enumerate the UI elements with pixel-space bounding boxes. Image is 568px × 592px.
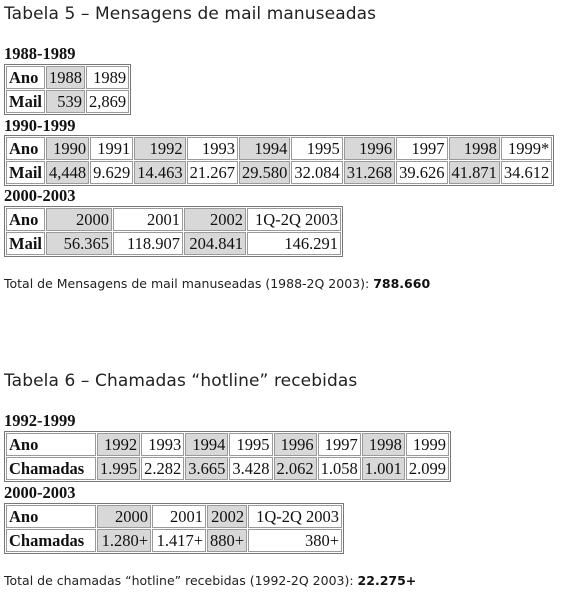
value-cell: 1.417+ [152, 529, 206, 552]
value-cell: 1.280+ [97, 529, 151, 552]
year-row [6, 433, 449, 456]
value-cell: 2,869 [86, 90, 129, 113]
value-cell: 29.580 [239, 161, 290, 184]
value-cell: 146.291 [247, 232, 341, 255]
value-row [6, 232, 341, 255]
value-cell: 14.463 [134, 161, 185, 184]
table6-1992-1999 [4, 431, 451, 482]
table5-period-1990-1999: 1990-1999 [4, 116, 76, 135]
value-row [6, 90, 129, 113]
year-cell: 1994 [185, 433, 228, 456]
value-cell: 1.058 [318, 457, 361, 480]
year-cell: 1Q-2Q 2003 [248, 505, 342, 528]
row-header-ano: Ano [6, 66, 45, 89]
value-row [6, 457, 449, 480]
table5-2000-2003 [4, 206, 343, 257]
year-row [6, 208, 341, 231]
year-cell: 1991 [90, 137, 133, 160]
year-cell: 2001 [152, 505, 206, 528]
row-header-mail: Mail [6, 232, 45, 255]
value-cell: 31.268 [344, 161, 395, 184]
value-cell: 2.282 [141, 457, 184, 480]
value-cell: 204.841 [184, 232, 246, 255]
value-cell: 34.612 [501, 161, 552, 184]
value-cell: 118.907 [113, 232, 183, 255]
value-cell: 4,448 [46, 161, 89, 184]
table6-total [4, 573, 416, 588]
table6-total-label: Total de chamadas “hotline” recebidas (1992-2Q 2003): [4, 573, 354, 588]
row-header-ano: Ano [6, 137, 45, 160]
year-cell: 1Q-2Q 2003 [247, 208, 341, 231]
table5-total [4, 276, 430, 291]
value-cell: 32.084 [291, 161, 342, 184]
value-cell: 9.629 [90, 161, 133, 184]
value-cell: 2.062 [274, 457, 317, 480]
row-header-ano: Ano [6, 208, 45, 231]
year-cell: 1996 [274, 433, 317, 456]
year-cell: 1993 [187, 137, 238, 160]
table6-caption: Tabela 6 – Chamadas “hotline” recebidas [4, 371, 358, 391]
year-cell: 1996 [344, 137, 395, 160]
year-cell: 1993 [141, 433, 184, 456]
year-cell: 1988 [46, 66, 85, 89]
value-cell: 21.267 [187, 161, 238, 184]
value-cell: 3.428 [229, 457, 272, 480]
year-cell: 1992 [97, 433, 140, 456]
year-cell: 1995 [229, 433, 272, 456]
year-cell: 1990 [46, 137, 89, 160]
year-cell: 1999 [406, 433, 449, 456]
table5-period-1988-1989: 1988-1989 [4, 44, 76, 63]
row-header-chamadas: Chamadas [6, 457, 96, 480]
row-header-mail: Mail [6, 161, 45, 184]
value-row [6, 529, 342, 552]
value-cell: 2.099 [406, 457, 449, 480]
year-cell: 1989 [86, 66, 129, 89]
value-cell: 56.365 [46, 232, 112, 255]
table5-1990-1999 [4, 135, 554, 186]
year-cell: 2002 [207, 505, 247, 528]
table5-total-label: Total de Mensagens de mail manuseadas (1988-2Q 2003): [4, 276, 370, 291]
year-cell: 2000 [97, 505, 151, 528]
value-cell: 1.995 [97, 457, 140, 480]
row-header-ano: Ano [6, 433, 96, 456]
year-cell: 1997 [318, 433, 361, 456]
value-cell: 539 [46, 90, 85, 113]
year-cell: 1999* [501, 137, 552, 160]
value-cell: 41.871 [449, 161, 500, 184]
table6-period-2000-2003: 2000-2003 [4, 483, 76, 502]
year-cell: 1998 [449, 137, 500, 160]
table6-2000-2003 [4, 503, 344, 554]
value-cell: 880+ [207, 529, 247, 552]
value-cell: 1.001 [362, 457, 405, 480]
year-cell: 1997 [396, 137, 447, 160]
year-cell: 2002 [184, 208, 246, 231]
year-cell: 1994 [239, 137, 290, 160]
row-header-chamadas: Chamadas [6, 529, 96, 552]
year-cell: 1992 [134, 137, 185, 160]
table5-caption: Tabela 5 – Mensagens de mail manuseadas [4, 4, 377, 24]
table6-total-value: 22.275+ [357, 573, 417, 588]
year-cell: 2000 [46, 208, 112, 231]
year-cell: 2001 [113, 208, 183, 231]
year-row [6, 505, 342, 528]
row-header-mail: Mail [6, 90, 45, 113]
table5-period-2000-2003: 2000-2003 [4, 186, 76, 205]
row-header-ano: Ano [6, 505, 96, 528]
value-cell: 3.665 [185, 457, 228, 480]
year-row [6, 66, 129, 89]
year-cell: 1995 [291, 137, 342, 160]
value-row [6, 161, 552, 184]
value-cell: 380+ [248, 529, 342, 552]
year-cell: 1998 [362, 433, 405, 456]
value-cell: 39.626 [396, 161, 447, 184]
table5-total-value: 788.660 [373, 276, 431, 291]
year-row [6, 137, 552, 160]
table5-1988-1989 [4, 64, 131, 115]
table6-period-1992-1999: 1992-1999 [4, 411, 76, 430]
